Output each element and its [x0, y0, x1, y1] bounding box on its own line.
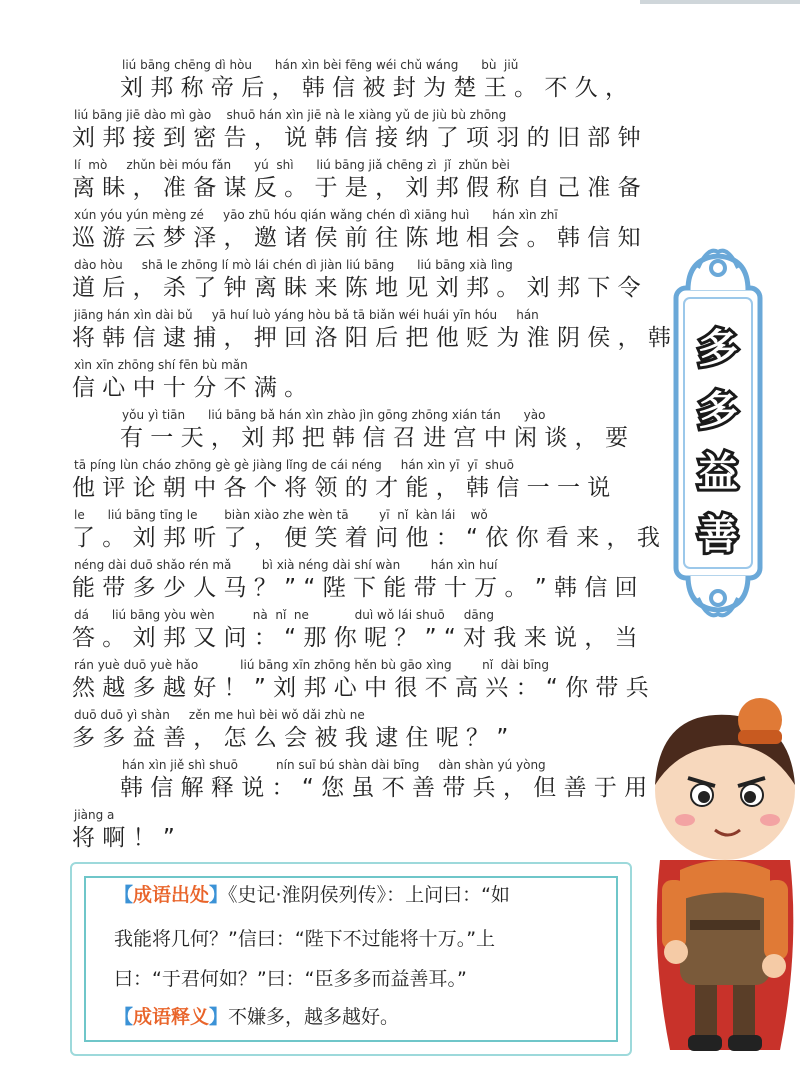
- hanzi-text: 信 心 中 十 分 不 满 。: [72, 375, 308, 401]
- pinyin-text: yǒu yì tiān liú bāng bǎ hán xìn zhào jìn gōng zhōng xián tán yào: [122, 408, 546, 422]
- story-line: [0, 108, 800, 158]
- origin-line-1: 【成语出处】《史记·淮阴侯列传》：上问曰：“如: [114, 884, 510, 906]
- pinyin-text: xìn xīn zhōng shí fēn bù mǎn: [74, 358, 248, 372]
- hanzi-text: 了 。 刘 邦 听 了 ， 便 笑 着 问 他 ： “ 依 你 看 来 ， 我: [72, 525, 660, 551]
- pinyin-text: jiāng hán xìn dài bǔ yā huí luò yáng hòu bǎ tā biǎn wéi huái yīn hóu hán: [74, 308, 539, 322]
- meaning-line: 【成语释义】不嫌多，越多越好。: [114, 1006, 400, 1028]
- title-char: 善: [698, 512, 738, 558]
- pinyin-text: duō duō yì shàn zěn me huì bèi wǒ dǎi zhù ne: [74, 708, 365, 722]
- origin-tag: 成语出处: [133, 884, 210, 906]
- pinyin-text: dào hòu shā le zhōng lí mò lái chén dì jiàn liú bāng liú bāng xià lìng: [74, 258, 513, 272]
- title-char: 多: [698, 326, 738, 372]
- story-line: [0, 58, 800, 108]
- story-line: [0, 158, 800, 208]
- hanzi-text: 他 评 论 朝 中 各 个 将 领 的 才 能 ， 韩 信 一 一 说: [72, 475, 611, 501]
- pinyin-text: liú bāng jiē dào mì gào shuō hán xìn jiē nà le xiàng yǔ de jiù bù zhōng: [74, 108, 507, 122]
- pinyin-text: le liú bāng tīng le biàn xiào zhe wèn tā yī nǐ kàn lái wǒ: [74, 508, 488, 522]
- pinyin-text: rán yuè duō yuè hǎo liú bāng xīn zhōng hěn bù gāo xìng nǐ dài bīng: [74, 658, 549, 672]
- hanzi-text: 将 啊 ！ ”: [72, 825, 175, 851]
- hanzi-text: 刘 邦 接 到 密 告 ， 说 韩 信 接 纳 了 项 羽 的 旧 部 钟: [72, 125, 641, 151]
- pinyin-text: jiàng a: [74, 808, 115, 822]
- hanzi-text: 离 眛 ， 准 备 谋 反 。 于 是 ， 刘 邦 假 称 自 己 准 备: [72, 175, 641, 201]
- pinyin-text: xún yóu yún mèng zé yāo zhū hóu qián wǎng chén dì xiāng huì hán xìn zhī: [74, 208, 558, 222]
- pinyin-text: lí mò zhǔn bèi móu fǎn yú shì liú bāng jiǎ chēng zì jǐ zhǔn bèi: [74, 158, 510, 172]
- meaning-tag: 成语释义: [133, 1006, 210, 1028]
- origin-line-3: 曰：“于君何如？”曰：“臣多多而益善耳。”: [114, 968, 467, 990]
- cartoon-general-icon: [640, 690, 800, 1067]
- origin-line-2: 我能将几何？”信曰：“陛下不过能将十万。”上: [114, 928, 496, 950]
- hanzi-text: 多 多 益 善 ， 怎 么 会 被 我 逮 住 呢 ？ ”: [72, 725, 509, 751]
- hanzi-text: 刘 邦 称 帝 后 ， 韩 信 被 封 为 楚 王 。 不 久 ，: [120, 75, 628, 101]
- hanzi-text: 答 。 刘 邦 又 问 ： “ 那 你 呢 ？ ” “ 对 我 来 说 ， 当: [72, 625, 638, 651]
- hanzi-text: 道 后 ， 杀 了 钟 离 眛 来 陈 地 见 刘 邦 。 刘 邦 下 令: [72, 275, 641, 301]
- pinyin-text: dá liú bāng yòu wèn nà nǐ ne duì wǒ lái shuō dāng: [74, 608, 494, 622]
- idiom-title: [668, 318, 768, 566]
- hanzi-text: 然 越 多 越 好 ！ ” 刘 邦 心 中 很 不 高 兴 ： “ 你 带 兵: [72, 675, 649, 701]
- hanzi-text: 能 带 多 少 人 马 ？ ” “ 陛 下 能 带 十 万 。 ” 韩 信 回: [72, 575, 638, 601]
- hanzi-text: 有 一 天 ， 刘 邦 把 韩 信 召 进 宫 中 闲 谈 ， 要: [120, 425, 628, 451]
- pinyin-text: néng dài duō shǎo rén mǎ bì xià néng dài shí wàn hán xìn huí: [74, 558, 498, 572]
- idiom-note-box: [70, 862, 632, 1056]
- hanzi-text: 韩 信 解 释 说 ： “ 您 虽 不 善 带 兵 ， 但 善 于 用: [120, 775, 648, 801]
- pinyin-text: hán xìn jiě shì shuō nín suī bú shàn dài bīng dàn shàn yú yòng: [122, 758, 546, 772]
- pinyin-text: liú bāng chēng dì hòu hán xìn bèi fēng wéi chǔ wáng bù jiǔ: [122, 58, 519, 72]
- top-divider: [640, 0, 800, 4]
- title-plaque: [668, 238, 768, 628]
- hanzi-text: 巡 游 云 梦 泽 ， 邀 诸 侯 前 往 陈 地 相 会 。 韩 信 知: [72, 225, 641, 251]
- pinyin-text: tā píng lùn cháo zhōng gè gè jiàng lǐng de cái néng hán xìn yī yī shuō: [74, 458, 514, 472]
- title-char: 益: [698, 450, 738, 496]
- title-char: 多: [698, 388, 738, 434]
- hanzi-text: 将 韩 信 逮 捕 ， 押 回 洛 阳 后 把 他 贬 为 淮 阴 侯 ， 韩: [72, 325, 671, 351]
